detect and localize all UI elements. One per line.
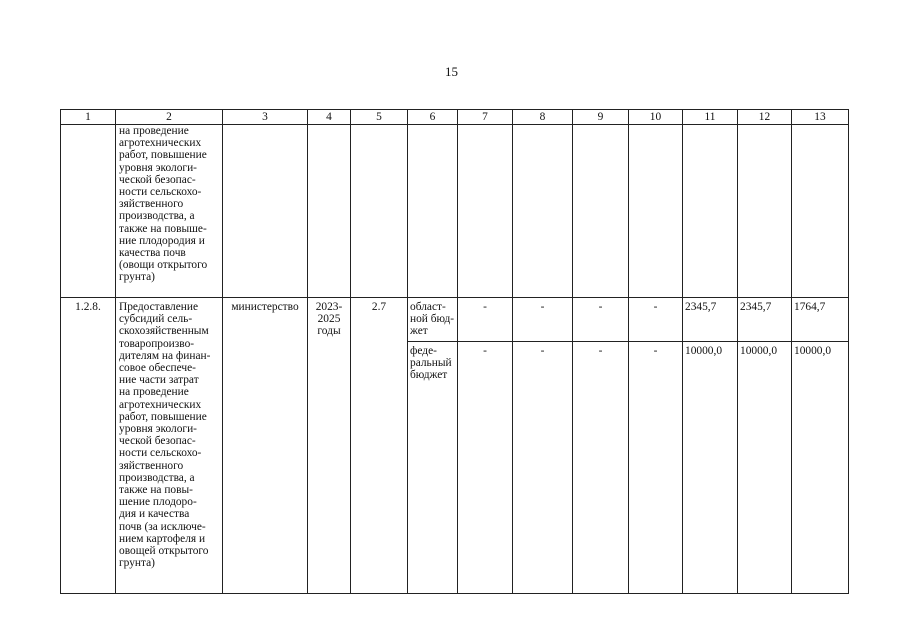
- header-cell-5: 5: [351, 110, 408, 125]
- cell-federal-11: 10000,0: [683, 342, 738, 594]
- cell-federal-9: -: [573, 342, 629, 594]
- program-table: [60, 109, 849, 594]
- cell-source-regional: област- ной бюд- жет: [408, 298, 458, 342]
- header-cell-7: 7: [458, 110, 513, 125]
- table-row-1-2-8-regional: [61, 298, 849, 342]
- table-row-continuation: [61, 125, 849, 298]
- cell-description: на проведение агротехнических работ, повышение уровня экологи- ческой безопас- ности сельскохо- зяйственного производства, а также на повыше- ние плодородия и качества почв (овощи открытого грунта): [116, 125, 223, 298]
- header-cell-9: 9: [573, 110, 629, 125]
- header-cell-6: 6: [408, 110, 458, 125]
- cell-federal-13: 10000,0: [792, 342, 849, 594]
- header-cell-2: 2: [116, 110, 223, 125]
- cell-federal-7: -: [458, 342, 513, 594]
- header-cell-4: 4: [308, 110, 351, 125]
- cell-regional-9: -: [573, 298, 629, 342]
- header-cell-3: 3: [223, 110, 308, 125]
- cell-target: 2.7: [351, 298, 408, 594]
- header-cell-13: 13: [792, 110, 849, 125]
- cell-regional-7: -: [458, 298, 513, 342]
- header-cell-8: 8: [513, 110, 573, 125]
- cell-federal-12: 10000,0: [738, 342, 792, 594]
- cell-item-description: Предоставление субсидий сель- скохозяйственным товаропроизво- дителям на финан- совое обеспече- ние части затрат на проведение агротехнических работ, повышение уровня экологи- ческой безопас- ности сельскохо- зяйственного производства, а также на повы- шение плодоро- дия и качества почв (за исключе- нием картофеля и овощей открытого грунта): [116, 298, 223, 594]
- cell-source-federal: феде- ральный бюджет: [408, 342, 458, 594]
- header-cell-12: 12: [738, 110, 792, 125]
- cell-period: 2023- 2025 годы: [308, 298, 351, 594]
- header-cell-11: 11: [683, 110, 738, 125]
- cell-regional-12: 2345,7: [738, 298, 792, 342]
- cell-regional-8: -: [513, 298, 573, 342]
- cell-federal-10: -: [629, 342, 683, 594]
- cell-item-number: 1.2.8.: [61, 298, 116, 594]
- cell-regional-11: 2345,7: [683, 298, 738, 342]
- header-row: [61, 110, 849, 125]
- page-number: 15: [445, 64, 458, 79]
- cell-executor: министерство: [223, 298, 308, 594]
- cell-number: [61, 125, 116, 298]
- cell-federal-8: -: [513, 342, 573, 594]
- cell-regional-13: 1764,7: [792, 298, 849, 342]
- header-cell-1: 1: [61, 110, 116, 125]
- cell-regional-10: -: [629, 298, 683, 342]
- header-cell-10: 10: [629, 110, 683, 125]
